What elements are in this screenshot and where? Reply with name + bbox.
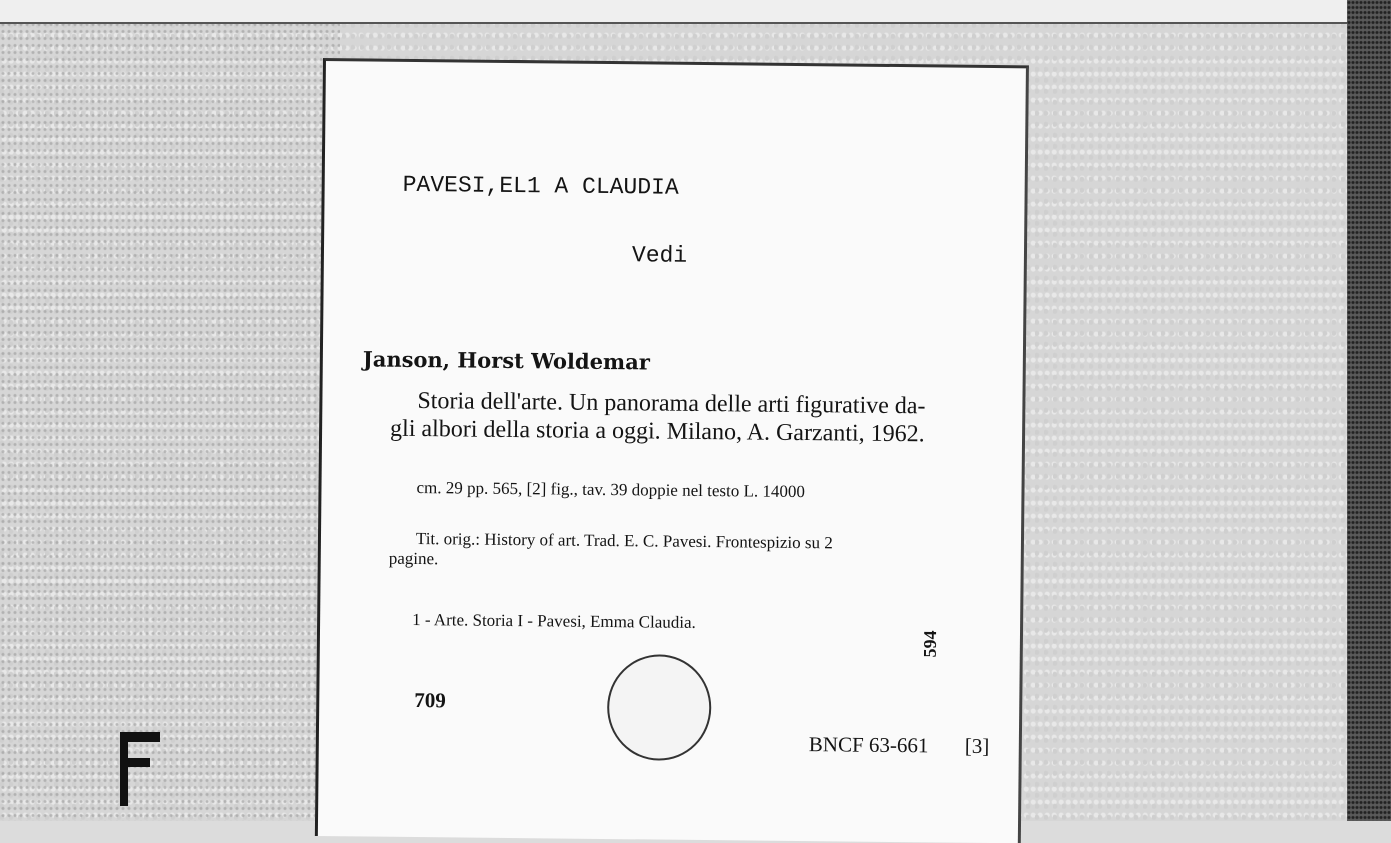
scan-noise-left xyxy=(0,0,340,821)
side-number: 594 xyxy=(919,630,941,658)
catalog-card xyxy=(315,58,1029,843)
class-number: 709 xyxy=(414,687,446,713)
typed-see-reference: Vedi xyxy=(631,242,688,269)
copy-number: [3] xyxy=(964,733,990,759)
record-id: BNCF 63-661 xyxy=(808,732,929,758)
subject-headings: 1 - Arte. Storia I - Pavesi, Emma Claudia. xyxy=(412,609,696,632)
typed-heading: PAVESI,EL1 A CLAUDIA xyxy=(402,171,679,201)
physical-description: cm. 29 pp. 565, [2] fig., tav. 39 doppie nel testo L. 14000 xyxy=(416,478,806,502)
punch-hole xyxy=(607,654,712,761)
right-dark-edge xyxy=(1347,0,1391,821)
note-line-2: pagine. xyxy=(388,548,439,569)
title-line-2: gli albori della storia a oggi. Milano, A. Garzanti, 1962. xyxy=(389,415,925,448)
title-line-1: Storia dell'arte. Un panorama delle arti figurative da- xyxy=(417,388,926,420)
top-card-edge xyxy=(0,0,1391,24)
author-name: Janson, Horst Woldemar xyxy=(362,346,651,375)
margin-letter-f xyxy=(118,728,164,808)
note-line-1: Tit. orig.: History of art. Trad. E. C. Pavesi. Frontespizio su 2 xyxy=(415,529,833,553)
